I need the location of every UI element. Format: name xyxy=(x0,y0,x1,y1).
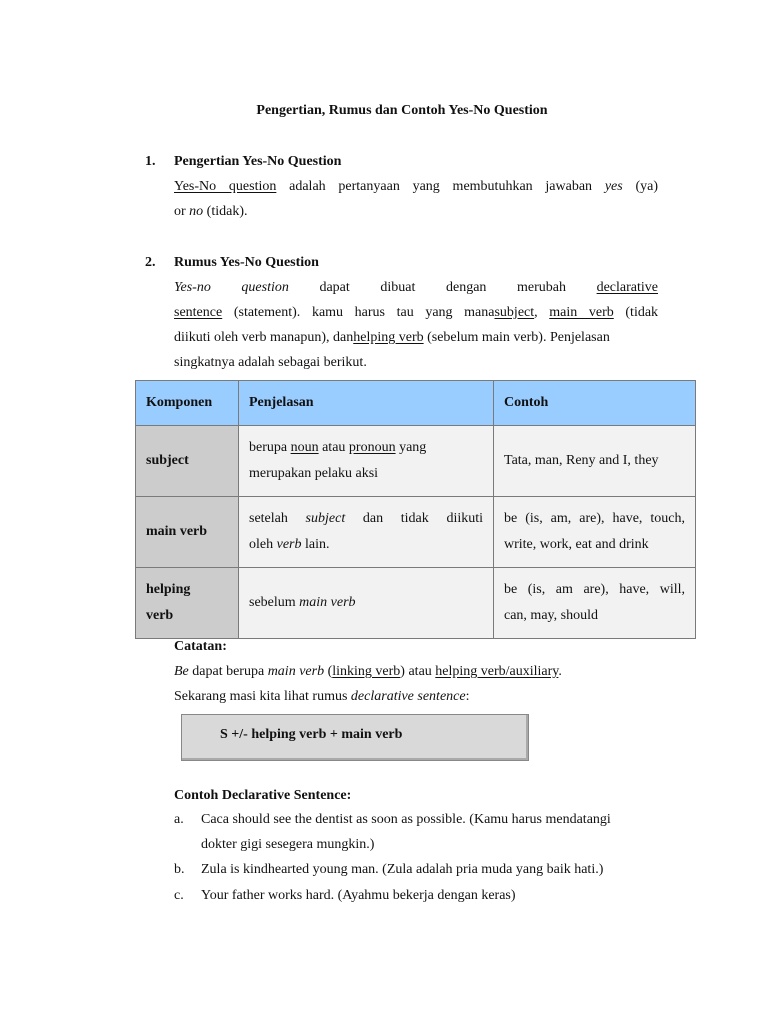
catatan-linking-verb: linking verb xyxy=(332,664,401,679)
cell-text: berupa xyxy=(249,440,288,455)
section2-line2 xyxy=(174,305,658,321)
s2-dapat: dapat xyxy=(319,280,350,295)
section2-line3 xyxy=(174,330,658,346)
cell-text: merupakan pelaku aksi xyxy=(249,466,379,481)
s2-tidak: (tidak xyxy=(625,305,659,320)
s2-sentence: sentence xyxy=(174,305,223,320)
cell-pronoun: pronoun xyxy=(348,440,396,455)
catatan-line2 xyxy=(174,689,469,705)
word-or: or xyxy=(174,204,186,219)
row-contoh-main-verb xyxy=(494,497,696,568)
list-item: Your father works hard. (Ayahmu bekerja dengan keras) xyxy=(201,888,516,903)
section2-line4: singkatnya adalah sebagai berikut. xyxy=(174,355,367,370)
header-komponen: Komponen xyxy=(136,381,239,426)
catatan-text: : xyxy=(465,689,470,704)
catatan-text: . xyxy=(558,664,562,679)
catatan-heading: Catatan: xyxy=(174,639,227,654)
cell-line: be (is, am, are), have, touch, xyxy=(504,511,685,526)
cell-text: oleh xyxy=(249,537,274,552)
page-title: Pengertian, Rumus dan Contoh Yes-No Question xyxy=(256,103,548,118)
cell-line: can, may, should xyxy=(504,608,598,623)
formula-box xyxy=(181,714,529,761)
row-penjelasan-subject xyxy=(239,426,494,497)
word-ya: (ya) xyxy=(635,179,659,194)
section1-line1-text: adalah pertanyaan yang membutuhkan jawaban xyxy=(289,179,593,194)
section1-heading: Pengertian Yes-No Question xyxy=(174,154,342,169)
cell-line xyxy=(249,506,483,532)
s2-helping-verb: helping verb xyxy=(353,330,424,345)
cell-text: yang xyxy=(399,440,427,455)
table-header-row xyxy=(136,381,696,426)
cell-noun: noun xyxy=(290,440,319,455)
cell-line: helping xyxy=(146,582,191,597)
s2-main-verb: main verb xyxy=(549,305,614,320)
cell-line: be (is, am are), have, will, xyxy=(504,582,685,597)
s2-sebelum: (sebelum main verb). Penjelasan xyxy=(427,330,610,345)
s2-kamu-harus: kamu harus tau yang mana xyxy=(311,305,495,320)
section2-heading: Rumus Yes-No Question xyxy=(174,255,319,270)
cell-text: lain. xyxy=(305,537,330,552)
word-no: no xyxy=(189,204,204,219)
list-item: Caca should see the dentist as soon as possible. (Kamu harus mendatangi xyxy=(201,812,611,827)
section1-number: 1. xyxy=(145,154,156,169)
catatan-text: dapat berupa xyxy=(192,664,265,679)
catatan-declarative: declarative sentence xyxy=(350,689,466,704)
catatan-text: ) atau xyxy=(400,664,432,679)
komponen-table xyxy=(135,380,696,639)
header-contoh: Contoh xyxy=(494,381,696,426)
table-row xyxy=(136,568,696,639)
s2-yes-no: Yes-no xyxy=(174,280,211,295)
cell-text: atau xyxy=(322,440,346,455)
cell-subject: subject xyxy=(305,511,346,526)
s2-dibuat: dibuat xyxy=(380,280,416,295)
catatan-text: Sekarang masi kita lihat rumus xyxy=(174,689,348,704)
cell-line: write, work, eat and drink xyxy=(504,537,649,552)
catatan-line1 xyxy=(174,664,562,680)
section1-line2 xyxy=(174,204,248,220)
s2-dengan: dengan xyxy=(445,280,487,295)
row-penjelasan-main-verb xyxy=(239,497,494,568)
cell-line: verb xyxy=(146,608,174,623)
row-label-subject: subject xyxy=(136,426,239,497)
cell-main-verb: main verb xyxy=(299,595,356,610)
table-row xyxy=(136,497,696,568)
cell-text: diikuti xyxy=(446,511,483,526)
contoh-heading: Contoh Declarative Sentence: xyxy=(174,788,352,803)
section2-line1 xyxy=(174,280,658,296)
row-label-main-verb: main verb xyxy=(136,497,239,568)
list-item-mark: b. xyxy=(174,862,185,877)
formula-text: S +/- helping verb + main verb xyxy=(220,727,403,742)
list-item-continuation: dokter gigi sesegera mungkin.) xyxy=(201,837,375,852)
s2-diikuti: diikuti oleh verb manapun), dan xyxy=(174,330,354,345)
cell-text: dan xyxy=(362,511,384,526)
cell-text: setelah xyxy=(249,511,288,526)
s2-question: question xyxy=(241,280,289,295)
s2-statement: (statement). xyxy=(233,305,301,320)
catatan-text: ( xyxy=(327,664,333,679)
s2-comma: , xyxy=(534,305,538,320)
cell-line xyxy=(249,532,483,558)
s2-subject: subject xyxy=(494,305,535,320)
row-label-helping-verb xyxy=(136,568,239,639)
catatan-helping-verb: helping verb/auxiliary xyxy=(435,664,559,679)
term-yes-no-question: Yes-No question xyxy=(174,179,277,194)
s2-declarative: declarative xyxy=(596,280,658,295)
row-contoh-helping-verb xyxy=(494,568,696,639)
section1-line1 xyxy=(174,179,658,195)
header-penjelasan: Penjelasan xyxy=(239,381,494,426)
cell-verb: verb xyxy=(276,537,302,552)
section2-number: 2. xyxy=(145,255,156,270)
table-row xyxy=(136,426,696,497)
word-tidak: (tidak). xyxy=(206,204,248,219)
catatan-main-verb: main verb xyxy=(267,664,325,679)
s2-merubah: merubah xyxy=(517,280,566,295)
cell-text: tidak xyxy=(400,511,429,526)
word-yes: yes xyxy=(604,179,623,194)
list-item: Zula is kindhearted young man. (Zula adalah pria muda yang baik hati.) xyxy=(201,862,604,877)
row-contoh-subject: Tata, man, Reny and I, they xyxy=(494,426,696,497)
row-penjelasan-helping-verb xyxy=(239,568,494,639)
cell-text: sebelum xyxy=(249,595,296,610)
word-be: Be xyxy=(174,664,189,679)
list-item-mark: a. xyxy=(174,812,184,827)
list-item-mark: c. xyxy=(174,888,184,903)
